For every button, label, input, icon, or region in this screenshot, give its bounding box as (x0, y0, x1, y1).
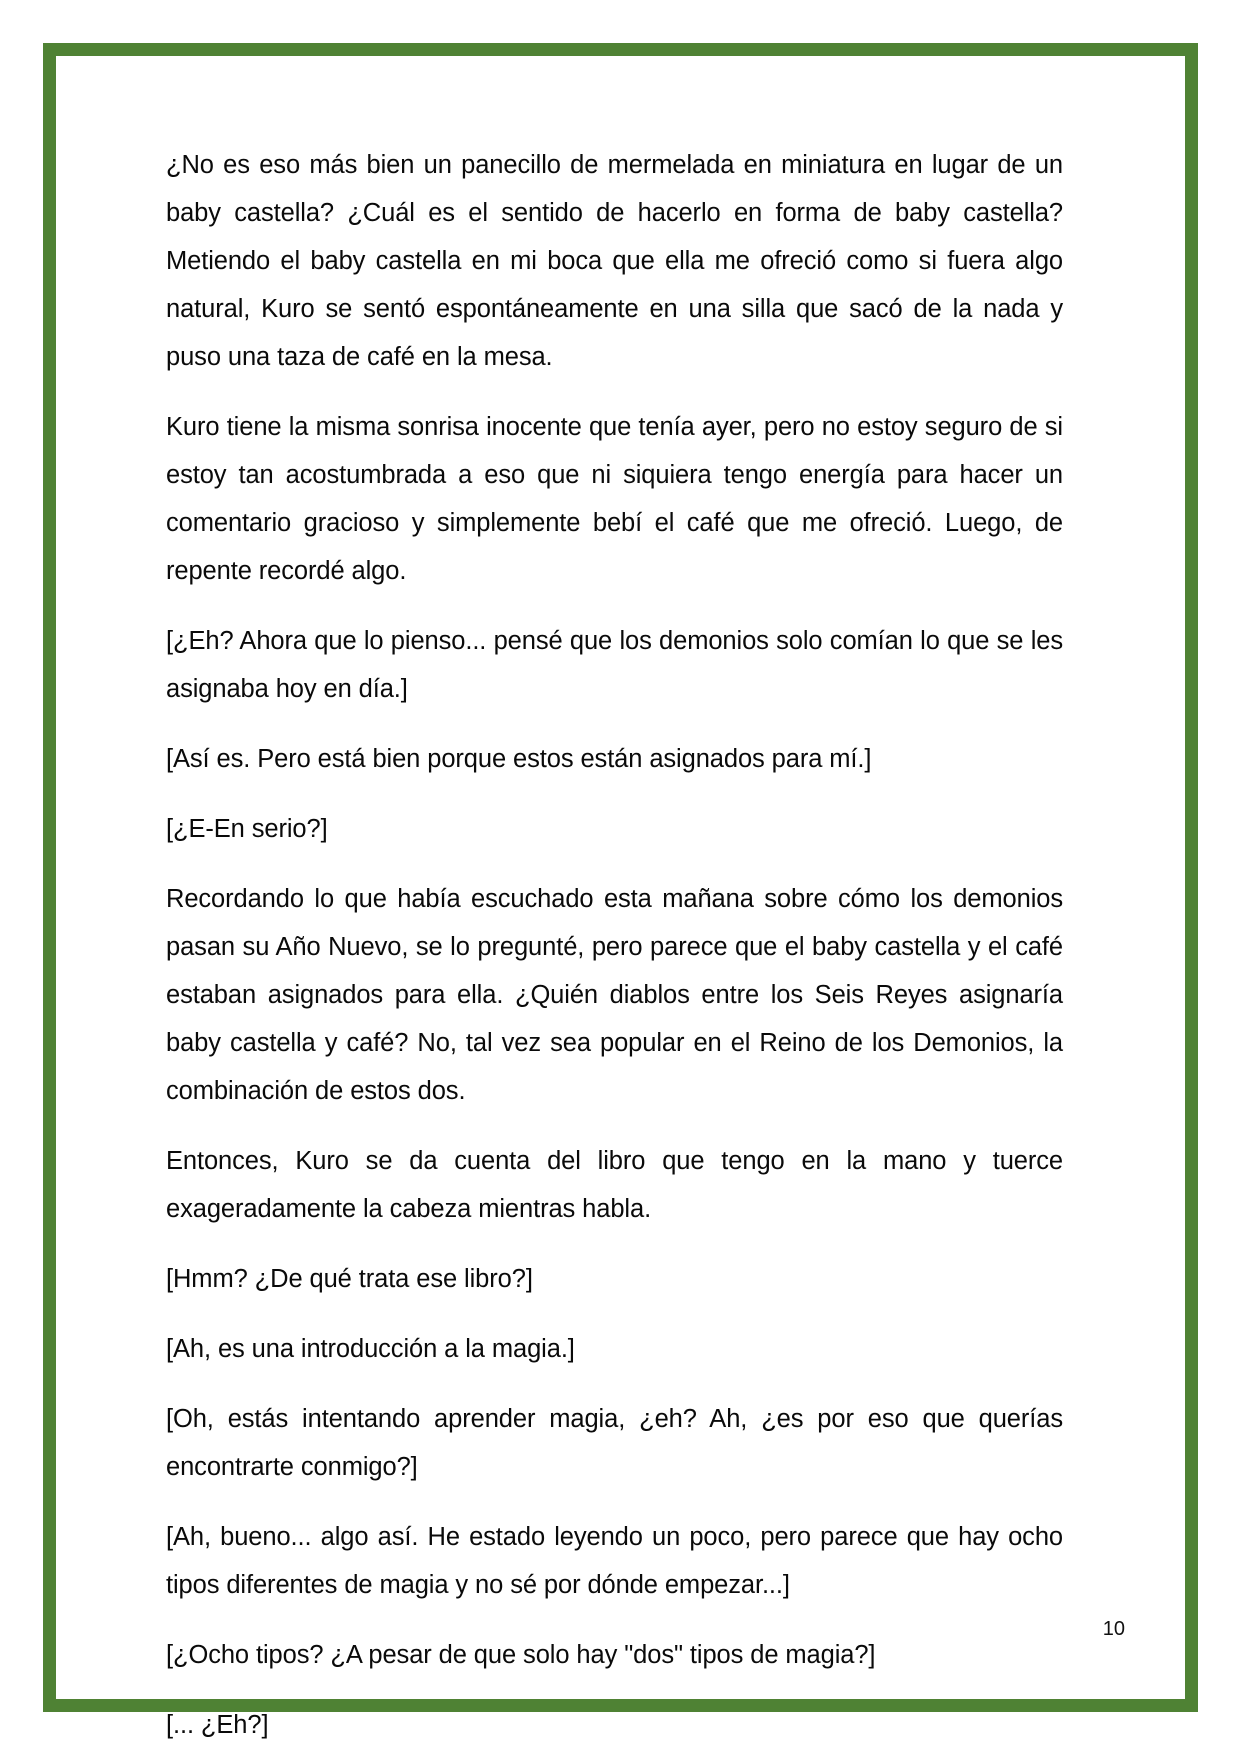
paragraph: [Oh, estás intentando aprender magia, ¿eh? Ah, ¿es por eso que querías encontrarte conmigo?] (166, 1405, 1063, 1481)
paragraph: [Ah, es una introducción a la magia.] (166, 1335, 575, 1363)
paragraph: Recordando lo que había escuchado esta mañana sobre cómo los demonios pasan su Año Nuevo, se lo pregunté, pero parece que el baby castella y el café estaban asignados para ella. ¿Quién diablos entre los Seis Reyes asignaría baby castella y café? No, tal vez sea popular en el Reino de los Demonios, la combinación de estos dos. (166, 885, 1063, 1105)
body-text-column (166, 141, 1063, 1749)
paragraph: [... ¿Eh?] (166, 1711, 269, 1739)
page-body (56, 56, 1185, 1739)
paragraph: [¿E-En serio?] (166, 815, 328, 843)
paragraph: Kuro tiene la misma sonrisa inocente que tenía ayer, pero no estoy seguro de si estoy tan acostumbrada a eso que ni siquiera tengo energía para hacer un comentario gracioso y simplemente bebí el café que me ofreció. Luego, de repente recordé algo. (166, 413, 1063, 585)
page-number: 10 (1102, 1618, 1125, 1640)
paragraph: Entonces, Kuro se da cuenta del libro que tengo en la mano y tuerce exageradamente la cabeza mientras habla. (166, 1147, 1063, 1223)
paragraph: ¿No es eso más bien un panecillo de mermelada en miniatura en lugar de un baby castella? ¿Cuál es el sentido de hacerlo en forma de baby castella? Metiendo el baby castella en mi boca que ella me ofreció como si fuera algo natural, Kuro se sentó espontáneamente en una silla que sacó de la nada y puso una taza de café en la mesa. (166, 151, 1063, 371)
paragraph: [¿Ocho tipos? ¿A pesar de que solo hay "dos" tipos de magia?] (166, 1641, 876, 1669)
decorative-green-border (43, 43, 1198, 1739)
paragraph: [Hmm? ¿De qué trata ese libro?] (166, 1265, 533, 1293)
paragraph: [Así es. Pero está bien porque estos están asignados para mí.] (166, 745, 872, 773)
paragraph: [Ah, bueno... algo así. He estado leyendo un poco, pero parece que hay ocho tipos diferentes de magia y no sé por dónde empezar...] (166, 1523, 1063, 1599)
paragraph: [¿Eh? Ahora que lo pienso... pensé que los demonios solo comían lo que se les asignaba hoy en día.] (166, 627, 1063, 703)
